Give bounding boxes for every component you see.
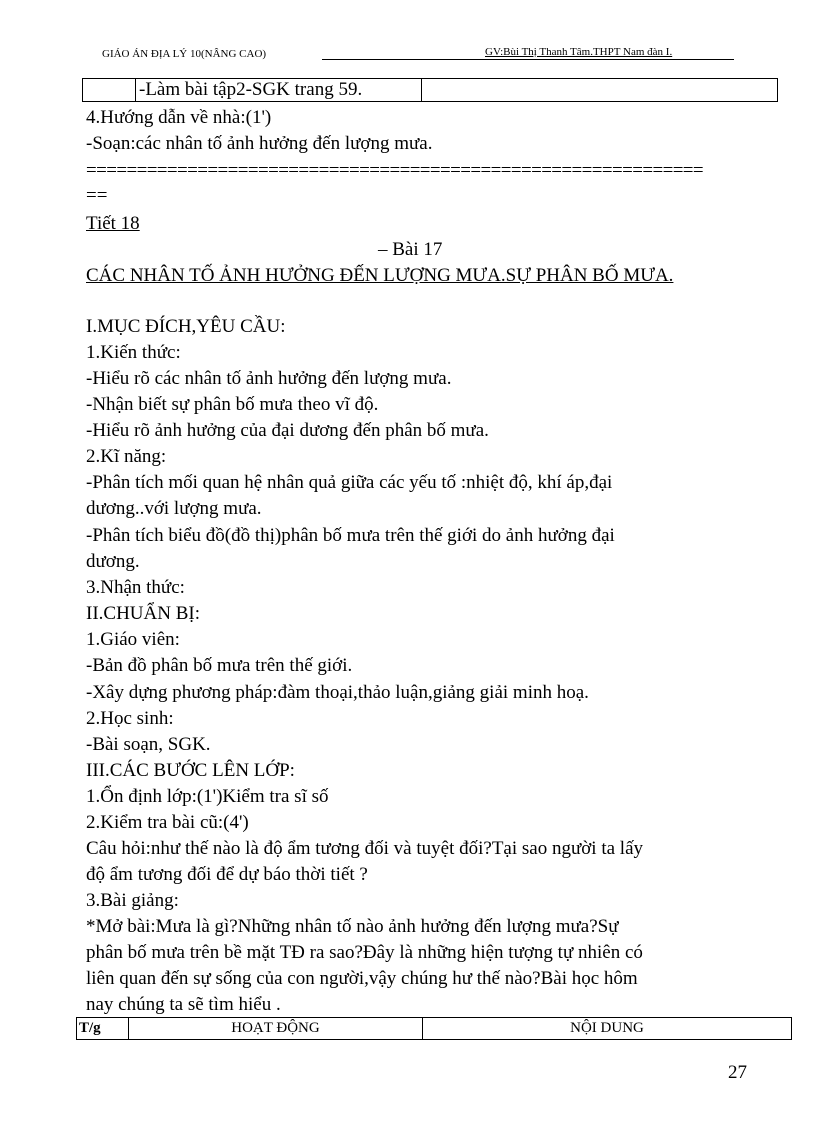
text-line: 2.Kiểm tra bài cũ:(4') bbox=[86, 812, 249, 833]
separator-line-2: == bbox=[86, 185, 108, 206]
text-line: *Mở bài:Mưa là gì?Những nhân tố nào ảnh hưởng đến lượng mưa?Sự bbox=[86, 916, 619, 937]
section-heading: I.MỤC ĐÍCH,YÊU CẦU: bbox=[86, 316, 286, 337]
lesson-table-header bbox=[76, 1017, 792, 1040]
text-line: 2.Kĩ năng: bbox=[86, 446, 167, 467]
text-line: -Hiểu rõ các nhân tố ảnh hưởng đến lượng mưa. bbox=[86, 368, 452, 389]
homework-heading: 4.Hướng dẫn về nhà:(1') bbox=[86, 107, 272, 128]
text-line: -Bản đồ phân bố mưa trên thế giới. bbox=[86, 655, 353, 676]
text-line: dương..với lượng mưa. bbox=[86, 498, 262, 519]
text-line: -Bài soạn, SGK. bbox=[86, 734, 211, 755]
page-number: 27 bbox=[728, 1062, 747, 1083]
text-line: -Xây dựng phương pháp:đàm thoại,thảo luận,giảng giải minh hoạ. bbox=[86, 682, 589, 703]
text-line: phân bố mưa trên bề mặt TĐ ra sao?Đây là những hiện tượng tự nhiên có bbox=[86, 942, 643, 963]
homework-line: -Soạn:các nhân tố ảnh hưởng đến lượng mưa. bbox=[86, 133, 433, 154]
text-line: 3.Nhận thức: bbox=[86, 577, 185, 598]
page-header bbox=[102, 44, 734, 62]
header-right: GV:Bùi Thị Thanh Tâm.THPT Nam đàn I. bbox=[485, 46, 673, 58]
text-line: -Nhận biết sự phân bố mưa theo vĩ độ. bbox=[86, 394, 379, 415]
text-line: -Phân tích mối quan hệ nhân quả giữa các yếu tố :nhiệt độ, khí áp,đại bbox=[86, 472, 613, 493]
text-line: -Hiểu rõ ảnh hưởng của đại dương đến phân bố mưa. bbox=[86, 420, 489, 441]
column-time: T/g bbox=[77, 1018, 129, 1039]
top-table bbox=[82, 78, 778, 102]
section-heading: III.CÁC BƯỚC LÊN LỚP: bbox=[86, 760, 295, 781]
text-line: 3.Bài giảng: bbox=[86, 890, 179, 911]
header-rule bbox=[322, 59, 734, 60]
top-table-cell-1 bbox=[83, 79, 136, 101]
text-line: 1.Giáo viên: bbox=[86, 629, 180, 650]
text-line: dương. bbox=[86, 551, 140, 572]
section-heading: II.CHUẨN BỊ: bbox=[86, 603, 200, 624]
header-left: GIÁO ÁN ĐỊA LÝ 10(NÂNG CAO) bbox=[102, 48, 267, 60]
lesson-number: Tiết 18 bbox=[86, 213, 140, 234]
text-line: nay chúng ta sẽ tìm hiểu . bbox=[86, 994, 281, 1015]
lesson-subtitle: – Bài 17 bbox=[378, 239, 443, 260]
lesson-title: CÁC NHÂN TỐ ẢNH HƯỞNG ĐẾN LƯỢNG MƯA.SỰ PHÂN BỐ MƯA. bbox=[86, 265, 674, 286]
text-line: độ ẩm tương đối để dự báo thời tiết ? bbox=[86, 864, 368, 885]
text-line: 1.Kiến thức: bbox=[86, 342, 181, 363]
text-line: Câu hỏi:như thế nào là độ ẩm tương đối và tuyệt đối?Tại sao người ta lấy bbox=[86, 838, 644, 859]
top-table-text: -Làm bài tập2-SGK trang 59. bbox=[139, 79, 363, 100]
top-table-cell-2 bbox=[135, 79, 422, 101]
text-line: liên quan đến sự sống của con người,vậy chúng hư thế nào?Bài học hôm bbox=[86, 968, 638, 989]
column-content: NỘI DUNG bbox=[570, 1020, 644, 1036]
separator-line: ============================================================= bbox=[86, 160, 704, 181]
text-line: -Phân tích biểu đồ(đồ thị)phân bố mưa trên thế giới do ảnh hưởng đại bbox=[86, 525, 615, 546]
text-line: 1.Ổn định lớp:(1')Kiểm tra sĩ số bbox=[86, 786, 329, 807]
column-activity: HOẠT ĐỘNG bbox=[129, 1018, 423, 1039]
text-line: 2.Học sinh: bbox=[86, 708, 174, 729]
